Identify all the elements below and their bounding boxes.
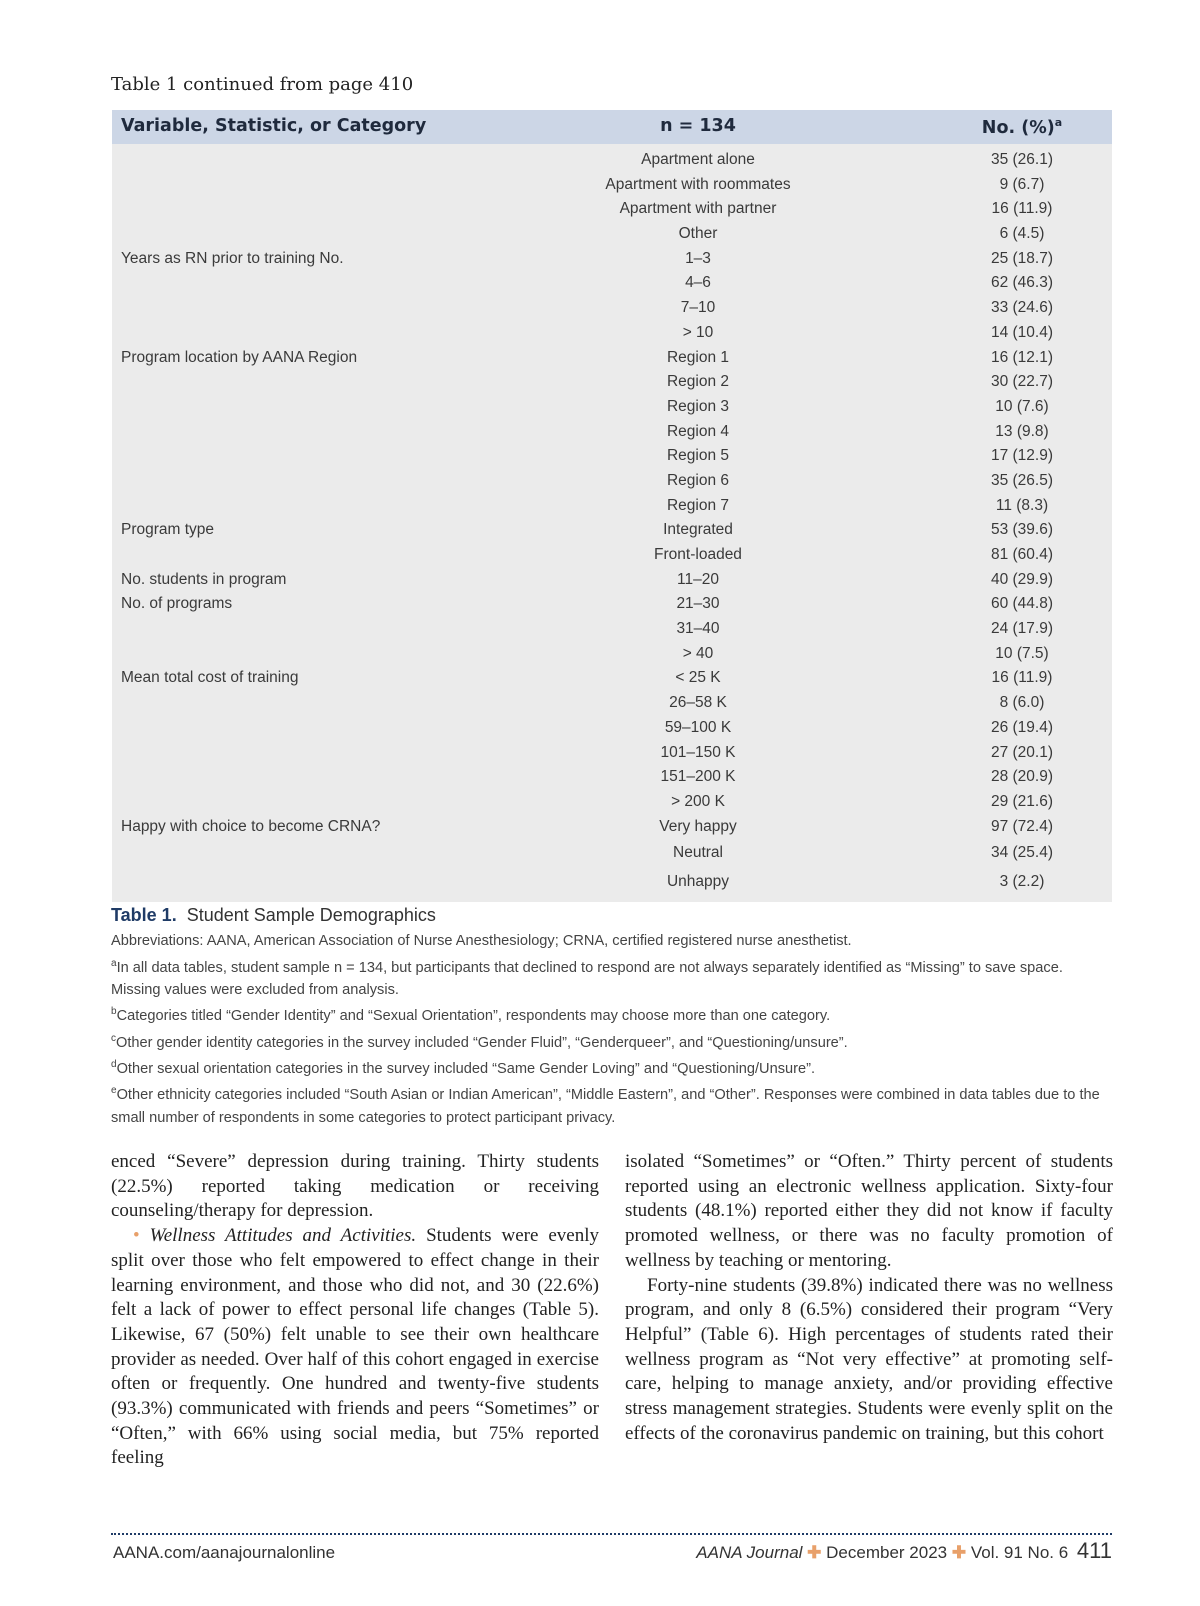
table-row bbox=[112, 247, 1112, 272]
cell-category: < 25 K bbox=[675, 669, 721, 687]
table-row bbox=[112, 197, 1112, 222]
cell-category: Apartment with roommates bbox=[605, 175, 791, 193]
note-e: $^e$Other ethnicity categories included “South Asian or Indian American”, “Middle Eastern”, and “Other”. Responses were combined in data tables due to the small number of respondents in some categories to protect participant privacy. bbox=[111, 1085, 1100, 1126]
cell-value: 24 (17.9) bbox=[990, 620, 1054, 638]
cell-variable: No. students in program bbox=[121, 570, 287, 588]
cell-category: Unhappy bbox=[666, 872, 730, 890]
cell-value: 29 (21.6) bbox=[990, 792, 1054, 810]
table-row bbox=[112, 494, 1112, 519]
note-abbreviations: Abbreviations: AANA, American Association of Nurse Anesthesiology; CRNA, certified registered nurse anesthetist. bbox=[111, 933, 852, 949]
table-body bbox=[112, 148, 1112, 896]
body-paragraph: Forty-nine students (39.8%) indicated there was no wellness program, and only 8 (6.5%) considered their program “Very Helpful” (Table 6). High percentages of students rated their wellness program as “Not very effective” at promoting self-care, helping to manage anxiety, and/or providing effective stress management strategies. Students were evenly split on the effects of the coronavirus pandemic on training, but this cohort bbox=[625, 1274, 1113, 1444]
cell-variable: Happy with choice to become CRNA? bbox=[121, 817, 381, 835]
cell-value: 11 (8.3) bbox=[995, 496, 1049, 514]
table-row bbox=[112, 395, 1112, 420]
cell-category: 26–58 K bbox=[669, 694, 727, 712]
table-row bbox=[112, 741, 1112, 766]
cell-value: 81 (60.4) bbox=[990, 546, 1054, 563]
cell-category: Front-loaded bbox=[654, 546, 742, 563]
cell-value: 60 (44.8) bbox=[990, 595, 1054, 613]
cell-variable: Years as RN prior to training No. bbox=[121, 249, 344, 267]
table-row bbox=[112, 271, 1112, 296]
cell-category: 101–150 K bbox=[660, 743, 736, 761]
table-row bbox=[112, 790, 1112, 815]
table-row bbox=[112, 543, 1112, 568]
table-row bbox=[112, 568, 1112, 593]
note-d: $^d$Other sexual orientation categories in the survey included “Same Gender Loving” and “Questioning/Unsure”. bbox=[111, 1059, 816, 1077]
cell-category: 4–6 bbox=[685, 274, 711, 292]
table-row bbox=[112, 617, 1112, 642]
table-row bbox=[112, 868, 1112, 897]
cell-category: Other bbox=[678, 225, 718, 243]
section-heading: Wellness Attitudes and Activities. bbox=[149, 1225, 417, 1247]
plus-icon: ✚ bbox=[807, 1543, 822, 1562]
cell-category: 21–30 bbox=[676, 595, 720, 613]
cell-category: Region 5 bbox=[666, 447, 730, 465]
table-row bbox=[112, 321, 1112, 346]
cell-category: Region 7 bbox=[666, 496, 730, 514]
cell-value: 35 (26.5) bbox=[990, 471, 1054, 489]
cell-category: Apartment alone bbox=[641, 151, 755, 168]
cell-value: 53 (39.6) bbox=[990, 521, 1054, 539]
cell-category: 59–100 K bbox=[664, 718, 732, 736]
cell-variable: Program type bbox=[121, 521, 215, 539]
table-row bbox=[112, 839, 1112, 868]
cell-value: 16 (11.9) bbox=[991, 200, 1053, 218]
table-row bbox=[112, 346, 1112, 371]
cell-category: Region 2 bbox=[666, 373, 730, 391]
note-c: $^c$Other gender identity categories in the survey included “Gender Fluid”, “Genderqueer”, and “Questioning/unsure”. bbox=[111, 1032, 848, 1051]
cell-category: 31–40 bbox=[676, 620, 720, 638]
note-a: $^a$In all data tables, student sample n = 134, but participants that declined to respond are not always separately identified as “Missing” to save space. Missing values were excluded from analysis. bbox=[111, 957, 1063, 998]
header-no-pct: No. (%)$^a$ bbox=[981, 116, 1063, 138]
table-row bbox=[112, 469, 1112, 494]
table-row bbox=[112, 592, 1112, 617]
footer-url[interactable]: AANA.com/aanajournalonline bbox=[113, 1543, 336, 1562]
cell-value: 9 (6.7) bbox=[999, 175, 1045, 193]
plus-icon: ✚ bbox=[951, 1543, 967, 1562]
cell-category: Region 1 bbox=[666, 348, 730, 366]
cell-category: Region 6 bbox=[666, 471, 730, 489]
body-paragraph: enced “Severe” depression during training. Thirty students (22.5%) reported taking medication or receiving counseling/therapy for depression. bbox=[111, 1151, 599, 1222]
cell-category: Apartment with partner bbox=[619, 200, 777, 218]
table-row bbox=[112, 173, 1112, 198]
table-row bbox=[112, 716, 1112, 741]
header-n: n = 134 bbox=[660, 116, 736, 136]
footer-divider bbox=[111, 1533, 1112, 1535]
table-row bbox=[112, 642, 1112, 667]
header-variable: Variable, Statistic, or Category bbox=[121, 116, 427, 136]
cell-category: 1–3 bbox=[685, 249, 711, 267]
table-row bbox=[112, 444, 1112, 469]
cell-value: 30 (22.7) bbox=[990, 373, 1054, 391]
footer-citation bbox=[696, 1538, 1112, 1564]
cell-value: 3 (2.2) bbox=[999, 872, 1045, 890]
cell-category: 11–20 bbox=[677, 570, 719, 588]
table-row bbox=[112, 765, 1112, 790]
table-notes bbox=[111, 930, 1111, 1129]
cell-category: > 200 K bbox=[671, 792, 725, 810]
cell-value: 28 (20.9) bbox=[990, 768, 1054, 786]
table-row bbox=[112, 518, 1112, 543]
table-caption: Table 1. Student Sample Demographics bbox=[111, 905, 436, 925]
table-row bbox=[112, 666, 1112, 691]
cell-category: Region 3 bbox=[666, 397, 730, 415]
cell-value: 10 (7.5) bbox=[995, 644, 1049, 662]
cell-category: 7–10 bbox=[680, 299, 716, 317]
cell-category: Region 4 bbox=[666, 422, 730, 440]
cell-category: Very happy bbox=[659, 817, 737, 835]
cell-value: 14 (10.4) bbox=[990, 323, 1054, 341]
bullet-icon: • bbox=[133, 1225, 140, 1247]
cell-category: > 40 bbox=[682, 644, 714, 662]
cell-value: 6 (4.5) bbox=[999, 225, 1045, 243]
cell-value: 8 (6.0) bbox=[999, 694, 1045, 712]
cell-category: > 10 bbox=[682, 323, 714, 341]
page-number: 411 bbox=[1076, 1538, 1112, 1563]
demographics-table bbox=[112, 110, 1112, 902]
body-column-right bbox=[625, 1150, 1113, 1446]
table-row bbox=[112, 222, 1112, 247]
table-row bbox=[112, 815, 1112, 840]
table-row bbox=[112, 691, 1112, 716]
cell-value: 27 (20.1) bbox=[990, 743, 1054, 761]
journal-name: AANA Journal bbox=[696, 1543, 803, 1562]
cell-category: 151–200 K bbox=[660, 768, 736, 786]
cell-value: 25 (18.7) bbox=[990, 249, 1054, 267]
volume: Vol. 91 No. 6 bbox=[970, 1543, 1069, 1562]
body-paragraph: isolated “Sometimes” or “Often.” Thirty percent of students reported using an electronic wellness application. Sixty-four students (48.1%) reported either they did not know if faculty promoted wellness, or there was no faculty promotion of wellness by teaching or mentoring. bbox=[625, 1151, 1113, 1271]
cell-category: Integrated bbox=[663, 521, 733, 539]
cell-value: 62 (46.3) bbox=[990, 274, 1054, 292]
cell-variable: No. of programs bbox=[121, 595, 233, 613]
note-b: $^b$Categories titled “Gender Identity” and “Sexual Orientation”, respondents may choose more than one category. bbox=[111, 1006, 831, 1025]
cell-variable: Mean total cost of training bbox=[121, 669, 299, 687]
cell-value: 33 (24.6) bbox=[990, 299, 1054, 317]
cell-value: 40 (29.9) bbox=[990, 570, 1054, 588]
table-header bbox=[112, 110, 1112, 144]
cell-value: 13 (9.8) bbox=[995, 422, 1049, 440]
cell-value: 16 (12.1) bbox=[990, 348, 1054, 366]
table-row bbox=[112, 296, 1112, 321]
cell-value: 26 (19.4) bbox=[990, 718, 1054, 736]
body-paragraph: • Wellness Attitudes and Activities. Students were evenly split over those who felt empowered to effect change in their learning environment, and those who did not, and 30 (22.6%) felt a lack of power to effect personal life changes (Table 5). Likewise, 67 (50%) felt unable to see their own healthcare provider as needed. Over half of this cohort engaged in exercise often or frequently. One hundred and twenty-five students (93.3%) communicated with friends and peers “Sometimes” or “Often,” with 66% using social media, but 75% reported feeling bbox=[111, 1225, 600, 1469]
table-row bbox=[112, 420, 1112, 445]
table-row bbox=[112, 370, 1112, 395]
table-row bbox=[112, 148, 1112, 173]
cell-variable: Program location by AANA Region bbox=[121, 348, 358, 366]
cell-value: 17 (12.9) bbox=[990, 447, 1054, 465]
body-column-left bbox=[111, 1150, 599, 1471]
cell-value: 34 (25.4) bbox=[990, 844, 1054, 862]
cell-value: 16 (11.9) bbox=[991, 669, 1053, 687]
cell-category: Neutral bbox=[673, 844, 723, 862]
cell-value: 35 (26.1) bbox=[990, 151, 1054, 168]
table-continued-label: Table 1 continued from page 410 bbox=[111, 74, 414, 95]
issue-date: December 2023 bbox=[826, 1543, 948, 1562]
cell-value: 10 (7.6) bbox=[995, 397, 1049, 415]
cell-value: 97 (72.4) bbox=[990, 817, 1054, 835]
